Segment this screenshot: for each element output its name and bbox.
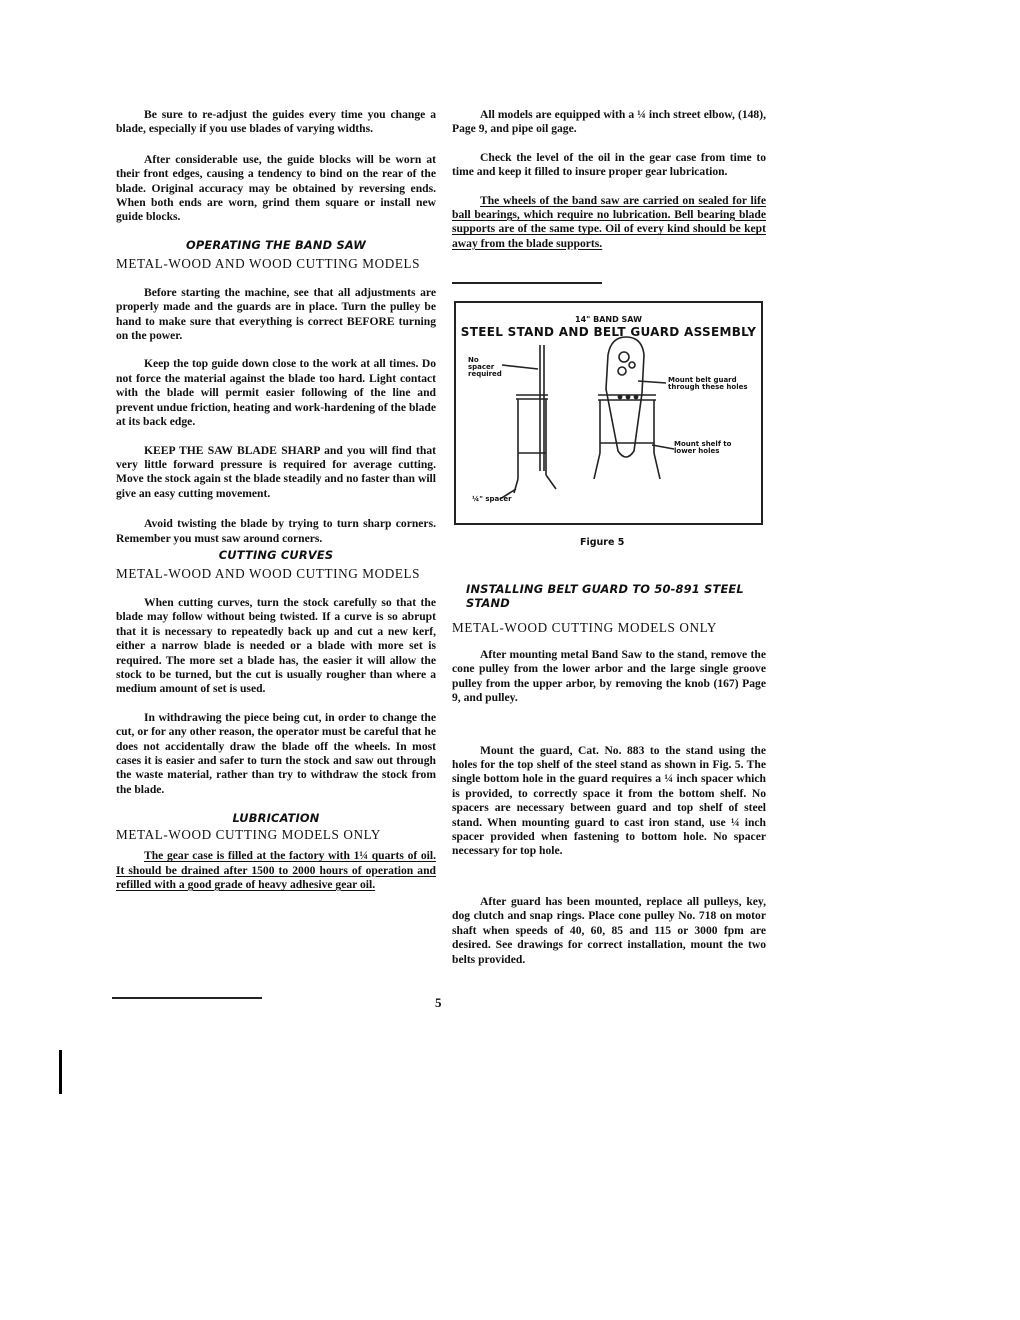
- paragraph-mount-guard: Mount the guard, Cat. No. 883 to the stand using the holes for the top shelf of the steel stand as shown in Fig. 5. The single bottom hole in the guard requires a ¼ inch spacer which is provided, to correctly space it from the bottom shelf. No spacers are necessary between guard and top shelf of steel stand. When mounting guard to cast iron stand, use ¼ inch spacer provided when fastening to bottom hole. No spacer necessary for top hole.: [452, 743, 766, 858]
- label-mount-shelf: Mount shelf to lower holes: [674, 440, 732, 455]
- bearings-rule: [452, 282, 602, 284]
- margin-mark: [59, 1050, 62, 1094]
- paragraph-after-mounting: After mounting metal Band Saw to the stand, remove the cone pulley from the lower arbor and the large single groove pulley from the upper arbor, by removing the knob (167) Page 9, and pulley.: [452, 648, 766, 705]
- paragraph-after-guard-mounted: After guard has been mounted, replace all pulleys, key, dog clutch and snap rings. Place cone pulley No. 718 on motor shaft when speeds of 40, 60, 85 and 115 or 3000 fpm are desired. See drawings for correct installation, mount the two belts provided.: [452, 894, 766, 966]
- paragraph-check-oil: Check the level of the oil in the gear case from time to time and keep it filled to insure proper gear lubrication.: [452, 150, 766, 179]
- heading-lubrication: LUBRICATION: [232, 811, 320, 826]
- figure-title-small: 14" BAND SAW: [575, 315, 642, 324]
- subheading-lubrication: METAL-WOOD CUTTING MODELS ONLY: [116, 827, 382, 843]
- paragraph-street-elbow: All models are equipped with a ¼ inch street elbow, (148), Page 9, and pipe oil gage.: [452, 108, 766, 136]
- figure-title: STEEL STAND AND BELT GUARD ASSEMBLY: [460, 325, 757, 339]
- subheading-installing: METAL-WOOD CUTTING MODELS ONLY: [452, 620, 718, 635]
- paragraph-before-starting: Before starting the machine, see that all adjustments are properly made and the guards are in place. Turn the pulley be hand to make sure that everything is correct BEFORE turning on the power.: [116, 285, 436, 343]
- left-column: [116, 108, 436, 892]
- lubrication-rule: [112, 997, 262, 999]
- paragraph-avoid-twisting: Avoid twisting the blade by trying to turn sharp corners. Remember you must saw around corners.: [116, 517, 436, 545]
- paragraph-keep-sharp: KEEP THE SAW BLADE SHARP and you will find that very little forward pressure is required for average cutting. Move the stock again st the blade steadily and no faster than will give an easy cutting movement.: [116, 443, 436, 500]
- stand-drawing: [456, 303, 761, 523]
- right-column: [452, 108, 766, 251]
- figure-stand-assembly: [454, 301, 763, 525]
- subheading-operating: METAL-WOOD AND WOOD CUTTING MODELS: [116, 255, 421, 271]
- paragraph-gear-case: The gear case is filled at the factory with 1¼ quarts of oil. It should be drained after 1500 to 2000 hours of operation and refilled with a good grade of heavy adhesive gear oil.: [116, 849, 436, 892]
- label-mount-belt-guard: Mount belt guard through these holes: [668, 376, 748, 391]
- heading-cutting-curves: CUTTING CURVES: [218, 547, 334, 562]
- label-spacer: ¼" spacer: [472, 495, 512, 503]
- paragraph-top-guide: Keep the top guide down close to the work at all times. Do not force the material against the blade too hard. Light contact with the blade will permit easier following of the line and prevent undue friction, heating and work-hardening of the blade at its back edge.: [116, 357, 436, 429]
- subheading-cutting-curves: METAL-WOOD AND WOOD CUTTING MODELS: [116, 565, 421, 581]
- paragraph-withdrawing: In withdrawing the piece being cut, in order to change the cut, or for any other reason, the operator must be careful that he does not accidentally draw the blade off the wheels. In most cases it is easier and safer to turn the stock and saw out through the waste material, rather than try to withdraw the stock from the blade.: [116, 710, 436, 796]
- label-no-spacer: No spacer required: [468, 356, 502, 378]
- figure-caption: Figure 5: [580, 537, 625, 548]
- right-column-lower: [452, 582, 766, 967]
- paragraph-guide-blocks: After considerable use, the guide blocks will be worn at their front edges, causing a tendency to bind on the rear of the blade. Original accuracy may be obtained by reversing ends. When both ends are worn, grind them square or install new guide blocks.: [116, 152, 436, 224]
- page-number: 5: [435, 995, 442, 1010]
- paragraph-guides: Be sure to re-adjust the guides every time you change a blade, especially if you use blades of varying widths.: [116, 108, 436, 136]
- heading-installing-belt-guard: INSTALLING BELT GUARD TO 50-891 STEEL STAND: [466, 582, 744, 610]
- paragraph-cutting-curves: When cutting curves, turn the stock carefully so that the blade may follow without being twisted. If a curve is so abrupt that it is necessary to repeatedly back up and cut a new kerf, either a narrow blade is needed or a blade with more set is required. The more set a blade has, the easier it will allow the stock to be turned, but the cut is usually rougher than where a medium amount of set is used.: [116, 595, 436, 696]
- paragraph-wheels-bearings: The wheels of the band saw are carried on sealed for life ball bearings, which require no lubrication. Bell bearing blade supports are of the same type. Oil of every kind should be kept away from the blade supports.: [452, 193, 766, 250]
- heading-operating: OPERATING THE BAND SAW: [185, 237, 367, 252]
